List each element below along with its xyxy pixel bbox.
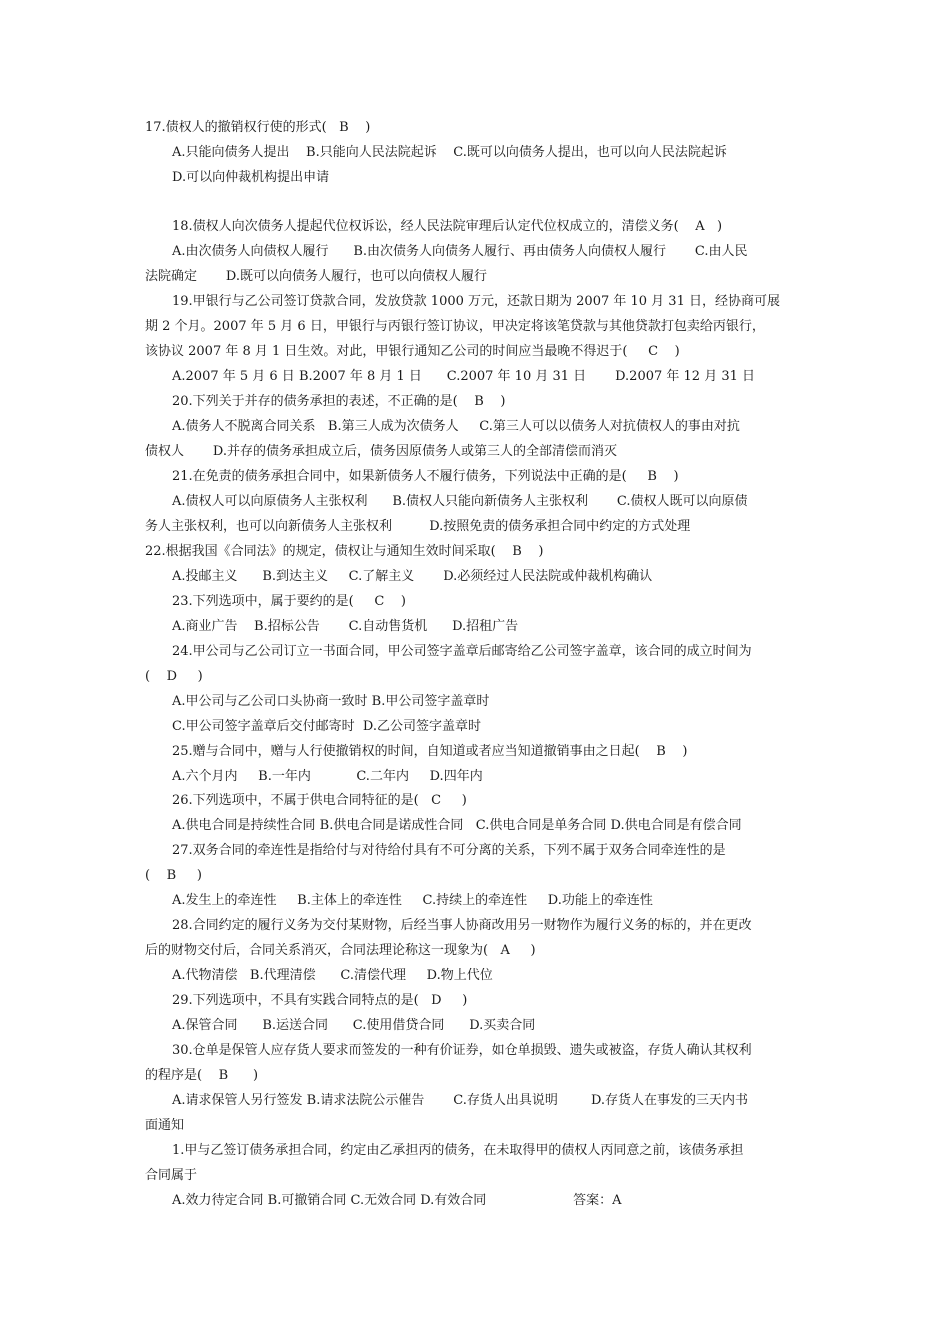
- question-19-line-2: 期 2 个月。2007 年 5 月 6 日，甲银行与丙银行签订协议，甲决定将该笔贷款与其他贷款打包卖给丙银行，: [145, 319, 765, 334]
- question-30-line-2: 的程序是( B ): [145, 1068, 259, 1083]
- options-24-c-d: C.甲公司签字盖章后交付邮寄时 D.乙公司签字盖章时: [172, 719, 481, 734]
- options-17-d: D.可以向仲裁机构提出申请: [172, 170, 330, 185]
- options-25: A.六个月内 B.一年内 C.二年内 D.四年内: [172, 769, 483, 784]
- options-21-line-2: 务人主张权利，也可以向新债务人主张权利 D.按照免责的债务承担合同中约定的方式处理: [145, 519, 691, 534]
- options-21-line-1: A.债权人可以向原债务人主张权利 B.债权人只能向新债务人主张权利 C.债权人既可以向原债: [172, 494, 748, 509]
- question-24-answer: ( D ): [145, 669, 203, 684]
- question-28-line-1: 28.合同约定的履行义务为交付某财物，后经当事人协商改用另一财物作为履行义务的标的，并在更改: [172, 918, 752, 933]
- question-21: 21.在免责的债务承担合同中，如果新债务人不履行债务，下列说法中正确的是( B ): [172, 469, 679, 484]
- question-24-line-1: 24.甲公司与乙公司订立一书面合同，甲公司签字盖章后邮寄给乙公司签字盖章，该合同的成立时间为: [172, 644, 752, 659]
- question-25: 25.赠与合同中，赠与人行使撤销权的时间，自知道或者应当知道撤销事由之日起( B ): [172, 744, 688, 759]
- question-23: 23.下列选项中，属于要约的是( C ): [172, 594, 406, 609]
- options-18-line-2: 法院确定 D.既可以向债务人履行，也可以向债权人履行: [145, 269, 488, 284]
- question-20: 20.下列关于并存的债务承担的表述，不正确的是( B ): [172, 394, 506, 409]
- question-1-line-2: 合同属于: [145, 1168, 198, 1183]
- question-26: 26.下列选项中，不属于供电合同特征的是( C ): [172, 793, 467, 808]
- question-27-answer: ( B ): [145, 868, 202, 883]
- options-1-with-answer: A.效力待定合同 B.可撤销合同 C.无效合同 D.有效合同 答案：A: [172, 1193, 622, 1208]
- question-29: 29.下列选项中，不具有实践合同特点的是( D ): [172, 993, 468, 1008]
- options-23: A.商业广告 B.招标公告 C.自动售货机 D.招租广告: [172, 619, 519, 634]
- question-18: 18.债权人向次债务人提起代位权诉讼，经人民法院审理后认定代位权成立的，清偿义务( A ): [172, 219, 723, 234]
- question-22: 22.根据我国《合同法》的规定，债权让与通知生效时间采取( B ): [145, 544, 544, 559]
- options-26: A.供电合同是持续性合同 B.供电合同是诺成性合同 C.供电合同是单务合同 D.供电合同是有偿合同: [172, 818, 742, 833]
- options-20-line-2: 债权人 D.并存的债务承担成立后，债务因原债务人或第三人的全部清偿而消灭: [145, 444, 618, 459]
- question-30-line-1: 30.仓单是保管人应存货人要求而签发的一种有价证券，如仓单损毁、遗失或被盗，存货人确认其权利: [172, 1043, 752, 1058]
- question-28-line-2: 后的财物交付后，合同关系消灭，合同法理论称这一现象为( A ): [145, 943, 536, 958]
- options-17-a-c: A.只能向债务人提出 B.只能向人民法院起诉 C.既可以向债务人提出，也可以向人民法院起诉: [172, 145, 727, 160]
- options-22: A.投邮主义 B.到达主义 C.了解主义 D.必须经过人民法院或仲裁机构确认: [172, 569, 653, 584]
- options-20-line-1: A.债务人不脱离合同关系 B.第三人成为次债务人 C.第三人可以以债务人对抗债权人的事由对抗: [172, 419, 740, 434]
- question-19-line-1: 19.甲银行与乙公司签订贷款合同，发放贷款 1000 万元，还款日期为 2007 年 10 月 31 日，经协商可展: [172, 294, 780, 309]
- options-29: A.保管合同 B.运送合同 C.使用借贷合同 D.买卖合同: [172, 1018, 536, 1033]
- options-30-line-1: A.请求保管人另行签发 B.请求法院公示催告 C.存货人出具说明 D.存货人在事发的三天内书: [172, 1093, 749, 1108]
- options-18-line-1: A.由次债务人向债权人履行 B.由次债务人向债务人履行、再由债务人向债权人履行 C.由人民: [172, 244, 748, 259]
- question-17: 17.债权人的撤销权行使的形式( B ): [145, 120, 371, 135]
- options-30-line-2: 面通知: [145, 1118, 185, 1133]
- options-27: A.发生上的牵连性 B.主体上的牵连性 C.持续上的牵连性 D.功能上的牵连性: [172, 893, 653, 908]
- options-19: A.2007 年 5 月 6 日 B.2007 年 8 月 1 日 C.2007 年 10 月 31 日 D.2007 年 12 月 31 日: [172, 369, 756, 384]
- question-1-line-1: 1.甲与乙签订债务承担合同，约定由乙承担丙的债务，在未取得甲的债权人丙同意之前，该债务承担: [172, 1143, 744, 1158]
- question-19-line-3: 该协议 2007 年 8 月 1 日生效。对此，甲银行通知乙公司的时间应当最晚不得迟于( C ): [145, 344, 680, 359]
- options-28: A.代物清偿 B.代理清偿 C.清偿代理 D.物上代位: [172, 968, 493, 983]
- options-24-a-b: A.甲公司与乙公司口头协商一致时 B.甲公司签字盖章时: [172, 694, 490, 709]
- question-27-line-1: 27.双务合同的牵连性是指给付与对待给付具有不可分离的关系，下列不属于双务合同牵连性的是: [172, 843, 726, 858]
